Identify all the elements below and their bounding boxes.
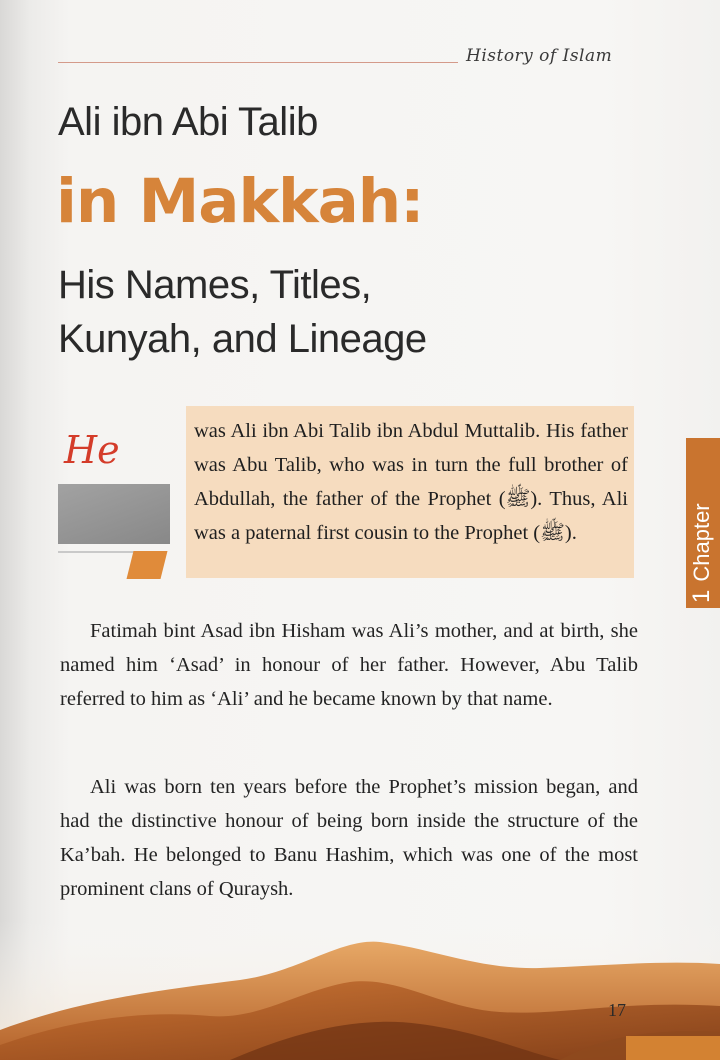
title-line-3: His Names, Titles, (58, 263, 372, 307)
drop-word: He (64, 428, 120, 472)
chapter-label: Chapter (689, 503, 714, 582)
title-line-4: Kunyah, and Lineage (58, 317, 427, 361)
highlight-paragraph: was Ali ibn Abi Talib ibn Abdul Muttalib. His father was Abu Talib, who was in turn the full brother of Abdullah, the father of the Prophet (ﷺ). Thus, Ali was a paternal first cousin to the Prophet (ﷺ). (194, 420, 628, 544)
title-line-2: in Makkah: (56, 166, 424, 237)
chapter-number: 1 (688, 589, 715, 603)
desert-dunes-illustration (0, 920, 720, 1060)
highlight-box (186, 406, 634, 578)
running-head: History of Islam (466, 46, 613, 66)
body-paragraph: Ali was born ten years before the Prophet’s mission began, and had the distinctive honour of being born inside the structure of the Ka’bah. He belonged to Banu Hashim, which was one of the most prominent clans of Quraysh. (60, 776, 638, 900)
chapter-tab (686, 438, 720, 608)
page-number: 17 (608, 1000, 626, 1020)
header-rule (58, 62, 458, 63)
title-subtitle (58, 258, 478, 366)
body-paragraph: Fatimah bint Asad ibn Hisham was Ali’s mother, and at birth, she named him ‘Asad’ in honour of her father. However, Abu Talib referred to him as ‘Ali’ and he became known by that name. (60, 620, 638, 710)
decorative-grey-box (58, 484, 170, 544)
chapter-tab-text (688, 503, 716, 603)
page-corner-accent (626, 1036, 720, 1060)
title-line-1: Ali ibn Abi Talib (58, 100, 318, 144)
decorative-orange-chip (127, 551, 168, 579)
